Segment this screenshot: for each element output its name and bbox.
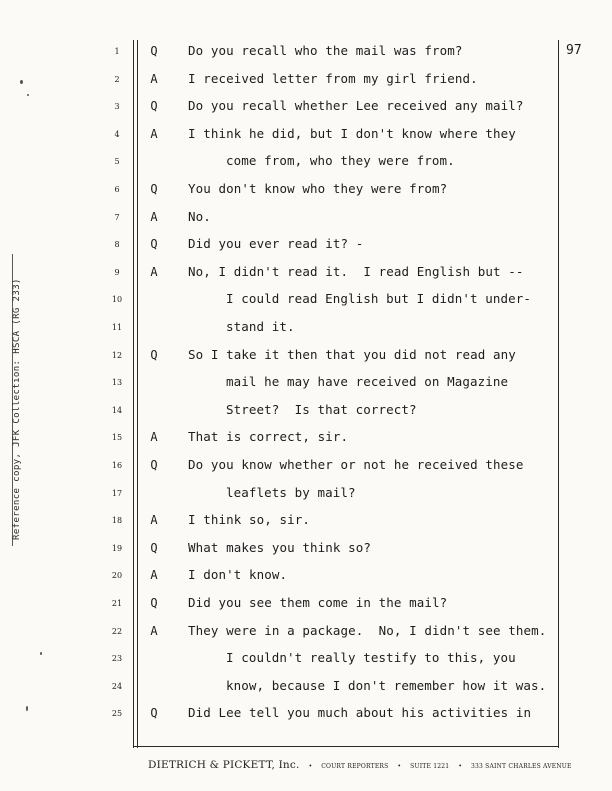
speaker-label: Q	[150, 44, 158, 58]
footer	[148, 753, 572, 772]
speaker-label: A	[150, 264, 158, 279]
transcript-line	[0, 95, 612, 123]
bottom-rule	[133, 746, 559, 747]
footer-separator: •	[458, 763, 462, 770]
line-text: So I take it then that you did not read any	[188, 346, 516, 362]
line-text: mail he may have received on Magazine	[226, 374, 509, 390]
transcript-line	[0, 233, 612, 261]
transcript-line	[0, 316, 612, 344]
transcript-line	[0, 206, 612, 234]
footer-firm: DIETRICH & PICKETT, Inc.	[148, 759, 300, 771]
transcript-line	[0, 537, 612, 565]
line-text: Street? Is that correct?	[226, 401, 417, 417]
line-number: 12	[111, 350, 123, 360]
speaker-label: Q	[150, 540, 158, 555]
line-number: 3	[114, 102, 120, 112]
transcript-line	[0, 675, 612, 703]
line-number: 17	[111, 488, 123, 498]
line-text: No, I didn't read it. I read English but --	[188, 263, 524, 279]
transcript-line	[0, 123, 612, 151]
line-number: 16	[111, 461, 123, 470]
line-text: Did you ever read it? -	[188, 236, 364, 252]
line-text: come from, who they were from.	[226, 153, 455, 169]
line-text: Do you know whether or not he received these	[188, 457, 524, 472]
line-number: 23	[111, 654, 123, 664]
line-number: 20	[111, 571, 123, 581]
line-number: 13	[111, 378, 123, 388]
speaker-label: A	[150, 513, 158, 528]
transcript-line	[0, 647, 612, 675]
line-number: 2	[114, 74, 120, 84]
line-text: I could read English but I didn't under-	[226, 291, 532, 307]
line-number: 8	[114, 240, 120, 250]
line-text: Do you recall who the mail was from?	[188, 43, 463, 58]
speaker-label: Q	[150, 596, 158, 610]
line-text: No.	[188, 208, 211, 224]
speaker-label: A	[150, 568, 158, 583]
line-number: 19	[111, 543, 123, 553]
transcript-line	[0, 702, 612, 730]
transcript-line	[0, 40, 612, 68]
line-text: I couldn't really testify to this, you	[226, 650, 516, 666]
transcript-line	[0, 344, 612, 372]
line-text: leaflets by mail?	[226, 484, 356, 500]
line-text: What makes you think so?	[188, 539, 372, 555]
line-number: 24	[111, 681, 123, 691]
line-text: I think he did, but I don't know where they	[188, 125, 516, 141]
transcript-line	[0, 399, 612, 427]
footer-separator: •	[308, 763, 313, 770]
speaker-label: Q	[150, 182, 158, 196]
scan-speck	[20, 80, 23, 84]
line-number: 1	[114, 47, 120, 56]
transcript-line	[0, 454, 612, 482]
line-text: stand it.	[226, 319, 295, 334]
transcript-line	[0, 482, 612, 510]
footer-separator: •	[397, 763, 402, 770]
footer-role: COURT REPORTERS	[321, 763, 389, 770]
line-text: Did you see them come in the mail?	[188, 595, 448, 610]
line-text: I don't know.	[188, 567, 288, 583]
line-number: 9	[114, 267, 120, 277]
transcript-line	[0, 426, 612, 454]
transcript-line	[0, 564, 612, 592]
line-number: 14	[111, 405, 123, 415]
scan-speck	[40, 652, 42, 655]
line-number: 7	[114, 212, 120, 222]
line-number: 5	[114, 157, 120, 167]
speaker-label: A	[150, 430, 158, 445]
speaker-label: Q	[150, 347, 158, 362]
line-number: 18	[111, 516, 123, 526]
line-text: That is correct, sir.	[188, 429, 349, 445]
line-text: They were in a package. No, I didn't see them.	[188, 622, 547, 638]
line-text: Did Lee tell you much about his activities in	[188, 705, 532, 721]
line-number: 25	[111, 709, 123, 719]
transcript-line	[0, 592, 612, 620]
line-number: 6	[114, 185, 120, 194]
line-number: 15	[111, 433, 123, 443]
speaker-label: Q	[150, 99, 158, 114]
transcript-line	[0, 509, 612, 537]
line-number: 22	[111, 626, 123, 636]
transcript-line	[0, 68, 612, 96]
line-text: I think so, sir.	[188, 512, 311, 528]
footer-address: 333 SAINT CHARLES AVENUE	[471, 763, 572, 770]
scan-speck	[27, 94, 29, 96]
speaker-label: A	[150, 71, 158, 86]
line-text: I received letter from my girl friend.	[188, 70, 478, 86]
transcript-line	[0, 288, 612, 316]
transcript-line	[0, 261, 612, 289]
line-number: 11	[111, 323, 123, 332]
transcript-line	[0, 178, 612, 206]
transcript-line	[0, 150, 612, 178]
line-number: 21	[111, 599, 123, 608]
line-number: 4	[114, 129, 120, 139]
margin-reference-note: Reference copy, JFK Collection: HSCA (RG 233)	[12, 278, 22, 540]
transcript-line	[0, 620, 612, 648]
scan-speck	[26, 706, 28, 711]
page-number: 97	[566, 43, 582, 58]
line-text: know, because I don't remember how it was.	[226, 677, 547, 693]
speaker-label: A	[150, 623, 158, 638]
speaker-label: Q	[150, 237, 158, 252]
line-text: Do you recall whether Lee received any mail?	[188, 98, 524, 114]
footer-suite: SUITE 1221	[410, 763, 450, 770]
transcript-line	[0, 371, 612, 399]
speaker-label: Q	[150, 458, 158, 472]
speaker-label: A	[150, 126, 158, 141]
line-number: 10	[111, 295, 123, 305]
speaker-label: Q	[150, 706, 158, 721]
line-text: You don't know who they were from?	[188, 181, 448, 196]
speaker-label: A	[150, 209, 158, 224]
